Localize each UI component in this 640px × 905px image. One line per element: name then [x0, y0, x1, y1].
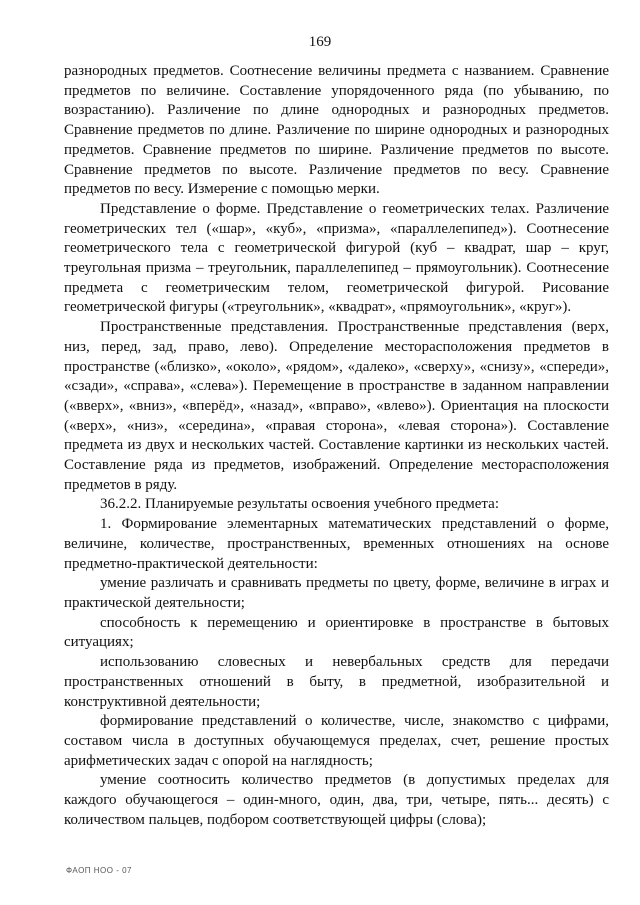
document-body	[64, 62, 609, 830]
list-item-verbal-nonverbal: использованию словесных и невербальных средств для передачи пространственных отношений в быту, в предметной, изобразительной и конструктивной деятельности;	[64, 654, 609, 710]
paragraph-shape-representation: Представление о форме. Представление о геометрических телах. Различение геометрических тел («шар», «куб», «призма», «параллелепипед»). Соотнесение геометрического тела с геометрической фигурой (куб – квадрат, шар – круг, треугольная призма – треугольник, параллелепипед – прямоугольник). Соотнесение предмета с геометрическим телом, геометрической фигурой. Рисование геометрической фигуры («треугольник», «квадрат», «прямоугольник», «круг»).	[64, 200, 609, 316]
list-item-spatial-orientation: способность к перемещению и ориентировке в пространстве в бытовых ситуациях;	[64, 614, 609, 651]
paragraph-spatial-representation: Пространственные представления. Пространственные представления (верх, низ, перед, зад, право, лево). Определение месторасположения предметов в пространстве («близко», «около», «рядом», «далеко», «сверху», «снизу», «спереди», «сзади», «справа», «слева»). Перемещение в пространстве в заданном направлении («вверх», «вниз», «вперёд», «назад», «вправо», «влево»). Ориентация на плоскости («верх», «низ», «середина», «правая сторона», «левая сторона»). Составление предмета из двух и нескольких частей. Составление картинки из нескольких частей. Составление ряда из предметов, изображений. Определение месторасположения предметов в ряду.	[64, 319, 609, 493]
section-heading-planned-results: 36.2.2. Планируемые результаты освоения учебного предмета:	[100, 496, 499, 513]
list-item-distinguish-compare: умение различать и сравнивать предметы по цвету, форме, величине в играх и практической деятельности;	[64, 575, 609, 611]
paragraph-math-concepts: 1. Формирование элементарных математических представлений о форме, величине, количестве, пространственных, временных отношениях на основе предметно-практической деятельности:	[64, 516, 609, 572]
footer-stamp: ФАОП НОО - 07	[66, 866, 132, 875]
list-item-count-correlation: умение соотносить количество предметов (в допустимых пределах для каждого обучающегося – один-много, один, два, три, четыре, пять... десять) с количеством пальцев, подбором соответствующей цифры (слова);	[64, 772, 609, 828]
paragraph-magnitude-comparison: разнородных предметов. Соотнесение величины предмета с названием. Сравнение предметов по величине. Составление упорядоченного ряда (по убыванию, по возрастанию). Различение по длине однородных и разнородных предметов. Сравнение предметов по длине. Различение по ширине однородных и разнородных предметов. Сравнение предметов по ширине. Различение предметов по высоте. Сравнение предметов по высоте. Различение предметов по весу. Сравнение предметов по весу. Измерение с помощью мерки.	[64, 63, 609, 198]
list-item-quantity-number: формирование представлений о количестве, числе, знакомство с цифрами, составом числа в доступных обучающемуся пределах, счет, решение простых арифметических задач с опорой на наглядность;	[64, 713, 609, 769]
page-number: 169	[308, 34, 332, 50]
